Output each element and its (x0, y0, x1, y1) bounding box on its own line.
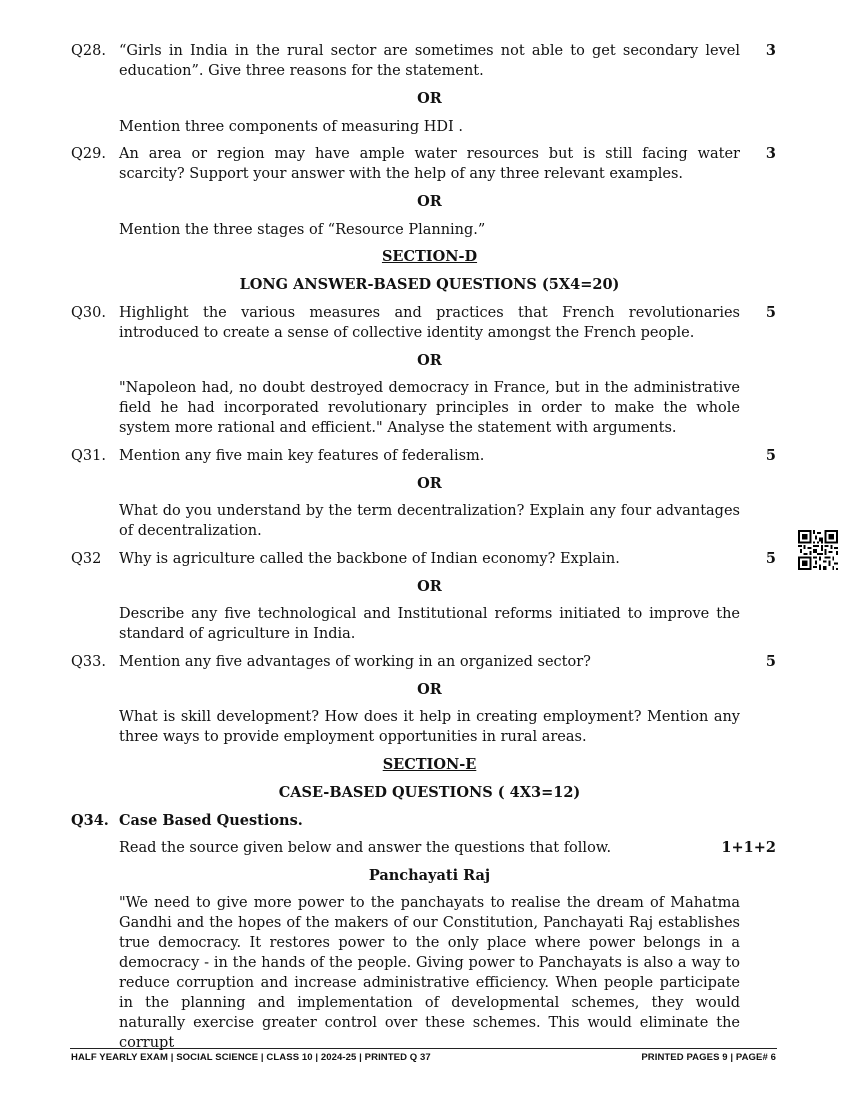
question-marks: 5 (765, 447, 776, 464)
section-title: SECTION-D (381, 248, 478, 265)
qr-code-icon (798, 530, 838, 570)
question-marks: 5 (765, 304, 776, 321)
footer-right: PRINTED PAGES 9 | PAGE# 6 (641, 1052, 776, 1063)
or-separator: OR (417, 681, 442, 698)
or-separator: OR (417, 475, 442, 492)
or-separator: OR (417, 352, 442, 369)
or-separator: OR (417, 193, 442, 210)
source-passage: "We need to give more power to the panchayats to realise the dream of Mahatma Gandhi and the hopes of the makers of our Constitution, Panchayati Raj establishes true democracy. It restores power to the only place where power belongs in a democracy - in the hands of the people. Giving power to Panchayats is also a way to reduce corruption and increase administrative efficiency. When people participate in the planning and implementation of developmental schemes, they would naturally exercise greater control over these schemes. This would eliminate the corrupt (119, 895, 740, 1051)
case-instruction: Read the source given below and answer the questions that follow. (119, 840, 612, 856)
question-marks: 5 (765, 550, 776, 567)
alternative-question: What is skill development? How does it help in creating employment? Mention any three ways to provide employment opportunities in rural areas. (119, 709, 740, 745)
question-number: Q28. (71, 43, 106, 59)
question-marks: 3 (765, 42, 776, 59)
question-marks: 1+1+2 (721, 839, 776, 856)
question-text: An area or region may have ample water resources but is still facing water scarcity? Support your answer with the help of any three relevant examples. (119, 146, 740, 182)
alternative-question: Describe any five technological and Institutional reforms initiated to improve the standard of agriculture in India. (119, 606, 740, 642)
question-number: Q34. (71, 812, 109, 829)
alternative-question: Mention the three stages of “Resource Planning.” (119, 222, 486, 238)
question-number: Q30. (71, 305, 106, 321)
footer-left: HALF YEARLY EXAM | SOCIAL SCIENCE | CLASS 10 | 2024-25 | PRINTED Q 37 (71, 1052, 431, 1063)
question-text: Highlight the various measures and practices that French revolutionaries introduced to create a sense of collective identity amongst the French people. (119, 305, 740, 341)
section-subtitle: LONG ANSWER-BASED QUESTIONS (5X4=20) (239, 276, 620, 293)
question-number: Q33. (71, 654, 106, 670)
question-number: Q29. (71, 146, 106, 162)
section-title: SECTION-E (382, 756, 477, 773)
section-subtitle: CASE-BASED QUESTIONS ( 4X3=12) (278, 784, 581, 801)
source-title: Panchayati Raj (368, 867, 491, 884)
question-text: “Girls in India in the rural sector are sometimes not able to get secondary level education”. Give three reasons for the statement. (119, 43, 740, 79)
question-number: Q32 (71, 551, 102, 567)
question-marks: 3 (765, 145, 776, 162)
question-text: Mention any five main key features of federalism. (119, 448, 485, 464)
question-number: Q31. (71, 448, 106, 464)
alternative-question: What do you understand by the term decentralization? Explain any four advantages of decentralization. (119, 503, 740, 539)
case-heading: Case Based Questions. (119, 812, 303, 829)
alternative-question: "Napoleon had, no doubt destroyed democracy in France, but in the administrative field he had incorporated revolutionary principles in order to make the whole system more rational and efficient." Analyse the statement with arguments. (119, 380, 740, 436)
question-marks: 5 (765, 653, 776, 670)
alternative-question: Mention three components of measuring HDI . (119, 119, 463, 135)
or-separator: OR (417, 90, 442, 107)
question-text: Mention any five advantages of working in an organized sector? (119, 654, 591, 670)
or-separator: OR (417, 578, 442, 595)
footer-divider (70, 1048, 777, 1049)
question-text: Why is agriculture called the backbone of Indian economy? Explain. (119, 551, 620, 567)
